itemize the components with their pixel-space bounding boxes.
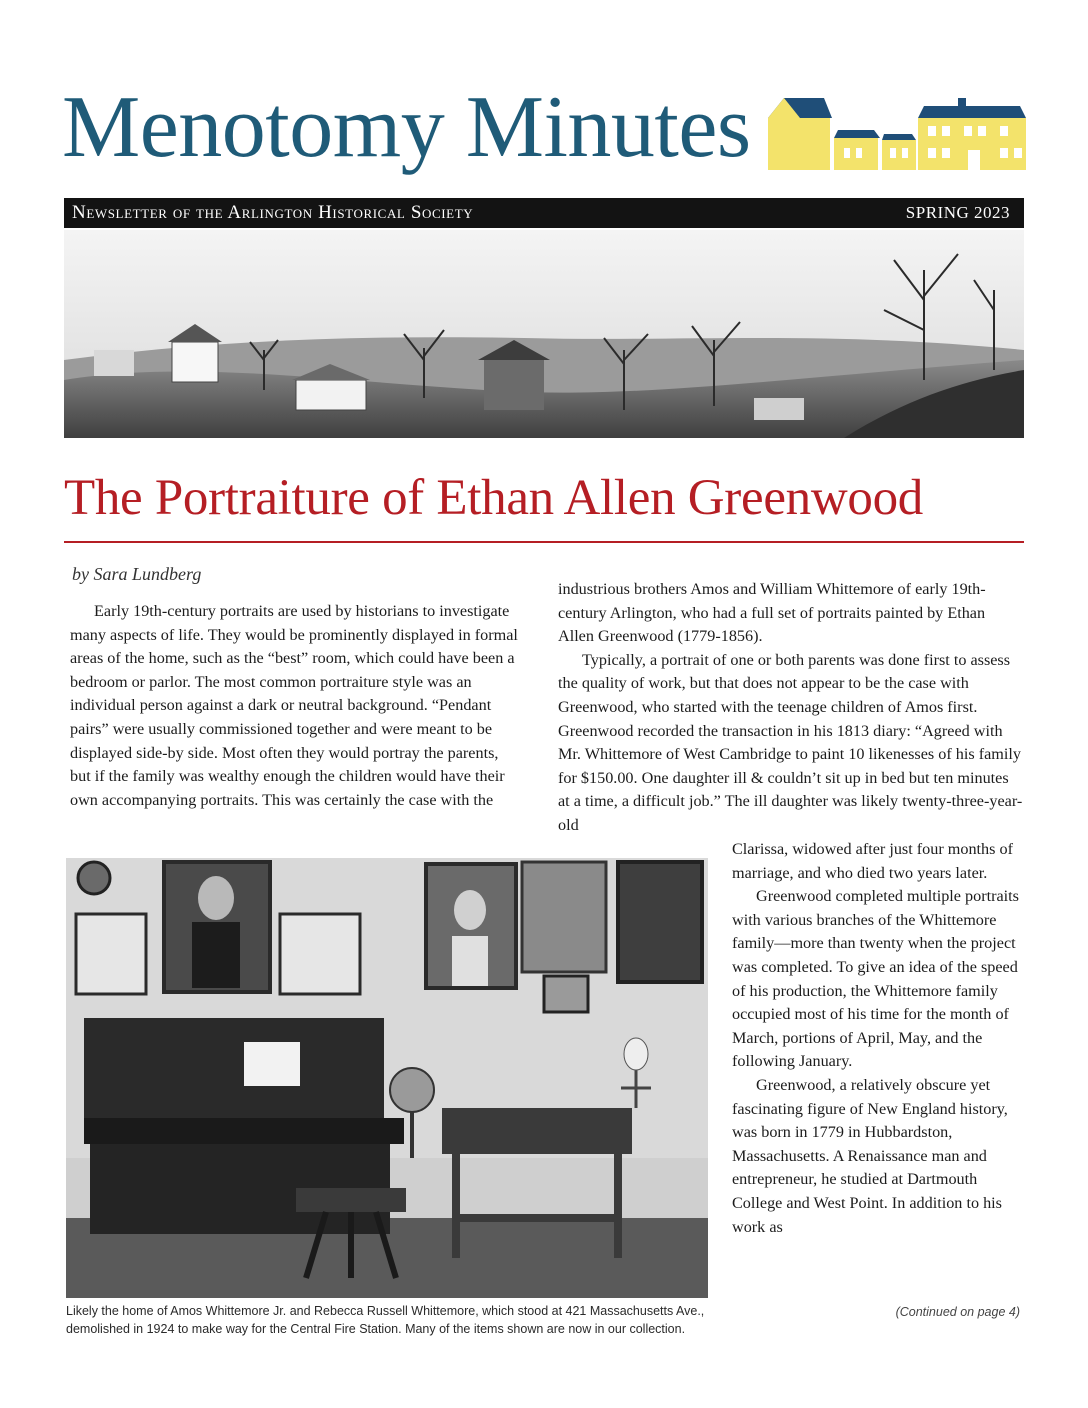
houses-logo xyxy=(764,96,1028,170)
parlor-photo xyxy=(66,858,708,1298)
paragraph: Greenwood, a relatively obscure yet fascinating figure of New England history, was born in 1779 in Hubbardston, Massachusetts. A Renaissance man and entrepreneur, he studied at Dartmouth College and West Point. In addition to his work as xyxy=(732,1075,1008,1236)
photo-caption: Likely the home of Amos Whittemore Jr. and Rebecca Russell Whittemore, which stood at 421 Massachusetts Ave., demolished in 1924 to make way for the Central Fire Station. Many of the items shown are now in our collection. xyxy=(66,1304,705,1336)
title-rule xyxy=(64,541,1024,543)
newsletter-banner xyxy=(64,198,1024,228)
paragraph: industrious brothers Amos and William Whittemore of early 19th-century Arlington, who had a full set of portraits painted by Ethan Allen Greenwood (1779-1856). xyxy=(558,580,986,646)
house-right-roof xyxy=(918,106,1026,118)
paragraph: Early 19th-century portraits are used by historians to investigate many aspects of life. They would be prominently displayed in formal areas of the home, such as the “best” room, which could have been a bedroom or parlor. The most common portraiture style was an individual person against a dark or neutral background. “Pendant pairs” were usually commissioned together and were meant to be displayed side-by side. Most often they would portray the parents, but if the family was wealthy enough the children would have their own accompanying portraits. This was certainly the case with the xyxy=(70,602,518,809)
paragraph: Greenwood completed multiple portraits with various branches of the Whittemore family—more than twenty when the project was completed. To give an idea of the speed of his production, the Whittemore family occupied most of his time for the month of March, portions of April, May, and the following January. xyxy=(732,887,1019,1071)
byline: by Sara Lundberg xyxy=(72,564,202,584)
banner-issue: SPRING 2023 xyxy=(905,203,1010,222)
article-column-3 xyxy=(732,838,1024,1239)
paragraph: Typically, a portrait of one or both parents was done first to assess the quality of work, but that does not appear to be the case with Greenwood, who started with the teenage children of Amos first. Greenwood recorded the transaction in his 1813 diary: “Agreed with Mr. Whittemore of West Cambridge to paint 10 likenesses of his family for $150.00. One daughter ill & couldn’t sit up in bed but ten minutes at a time, a difficult job.” The ill daughter was likely twenty-three-year-old xyxy=(558,650,1023,834)
banner-subtitle: Newsletter of the Arlington Historical Society xyxy=(72,202,474,223)
paragraph: Clarissa, widowed after just four months of marriage, and who died two years later. xyxy=(732,840,1013,882)
article-column-2 xyxy=(558,578,1024,838)
panorama-photo xyxy=(64,230,1024,438)
masthead-title: Menotomy Minutes xyxy=(62,79,751,176)
article-title: The Portraiture of Ethan Allen Greenwood xyxy=(64,470,923,526)
house-left xyxy=(768,118,830,170)
article-column-1 xyxy=(70,600,520,812)
continued-note: (Continued on page 4) xyxy=(895,1305,1020,1319)
